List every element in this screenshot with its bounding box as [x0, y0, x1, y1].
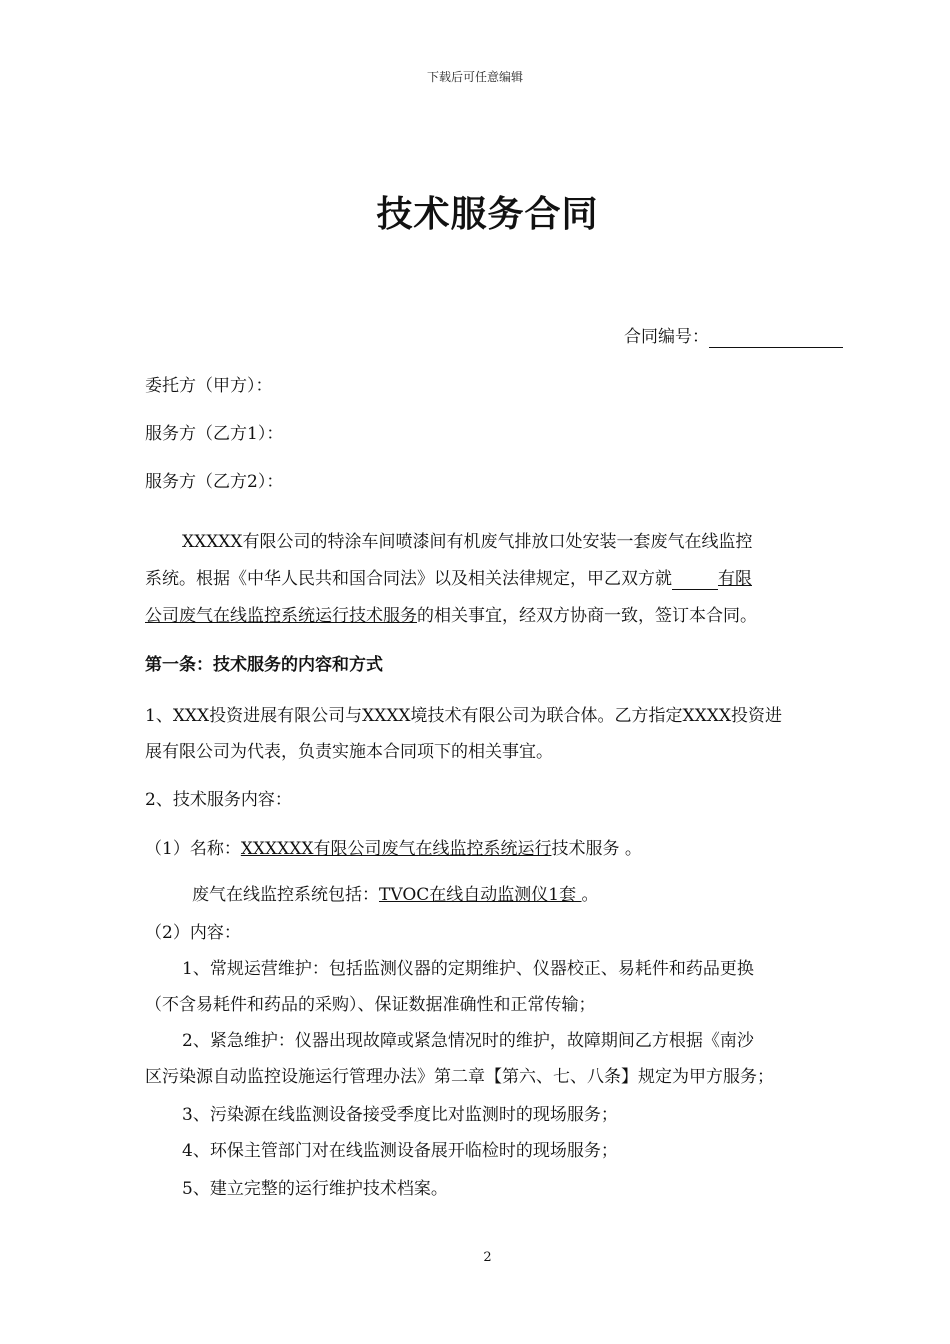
intro-line-2-underlined: 有限 [718, 569, 752, 589]
contract-number-label: 合同编号： [624, 327, 709, 347]
content-2-line-1: 2、紧急维护：仪器出现故障或紧急情况时的维护，故障期间乙方根据《南沙 [182, 1031, 754, 1051]
content-1-line-2: （不含易耗件和药品的采购）、保证数据准确性和正常传输； [145, 995, 596, 1015]
party-provider-2: 服务方（乙方2）： [145, 472, 284, 492]
page-header: 下载后可任意编辑 [426, 70, 523, 84]
system-suffix: 。 [581, 885, 599, 905]
content-3: 3、污染源在线监测设备接受季度比对监测时的现场服务； [182, 1105, 618, 1125]
company-blank [672, 571, 718, 590]
system-value: TVOC在线自动监测仪1套 [379, 885, 582, 905]
content-5: 5、建立完整的运行维护技术档案。 [182, 1179, 448, 1199]
service-name-suffix: 技术服务 。 [551, 839, 642, 859]
item-1-line-2: 展有限公司为代表，负责实施本合同项下的相关事宜。 [145, 742, 553, 762]
contract-number [624, 326, 843, 348]
intro-line-2-text: 系统。根据《中华人民共和国合同法》以及相关法律规定，甲乙双方就 [145, 569, 672, 589]
contract-number-blank [709, 329, 843, 348]
intro-line-3 [145, 605, 757, 627]
content-2-line-2: 区污染源自动监控设施运行管理办法》第二章【第六、七、八条】规定为甲方服务； [145, 1067, 774, 1087]
service-name-prefix: （1）名称： [145, 839, 241, 859]
item-1-line-1: 1、XXX投资进展有限公司与XXXX境技术有限公司为联合体。乙方指定XXXX投资进 [145, 706, 782, 726]
intro-line-1: XXXXX有限公司的特涂车间喷漆间有机废气排放口处安装一套废气在线监控 [182, 532, 753, 552]
content-4: 4、环保主管部门对在线监测设备展开临检时的现场服务； [182, 1141, 618, 1161]
party-provider-1: 服务方（乙方1）： [145, 424, 284, 444]
item-2-label: 2、技术服务内容： [145, 790, 292, 810]
service-name-underlined: 公司废气在线监控系统运行技术服务 [145, 606, 417, 626]
system-line [192, 884, 598, 906]
content-1-line-1: 1、常规运营维护：包括监测仪器的定期维护、仪器校正、易耗件和药品更换 [182, 959, 754, 979]
service-name-value: XXXXXX有限公司废气在线监控系统运行 [240, 839, 552, 859]
intro-line-3-text: 的相关事宜，经双方协商一致，签订本合同。 [417, 606, 757, 626]
content-label: （2）内容： [145, 923, 241, 943]
article-1-heading: 第一条：技术服务的内容和方式 [145, 655, 383, 675]
intro-line-2 [145, 568, 752, 590]
service-name-line [145, 838, 642, 860]
party-client: 委托方（甲方）： [145, 376, 273, 396]
system-prefix: 废气在线监控系统包括： [192, 885, 379, 905]
page-number: 2 [483, 1250, 492, 1265]
document-title: 技术服务合同 [376, 194, 599, 235]
